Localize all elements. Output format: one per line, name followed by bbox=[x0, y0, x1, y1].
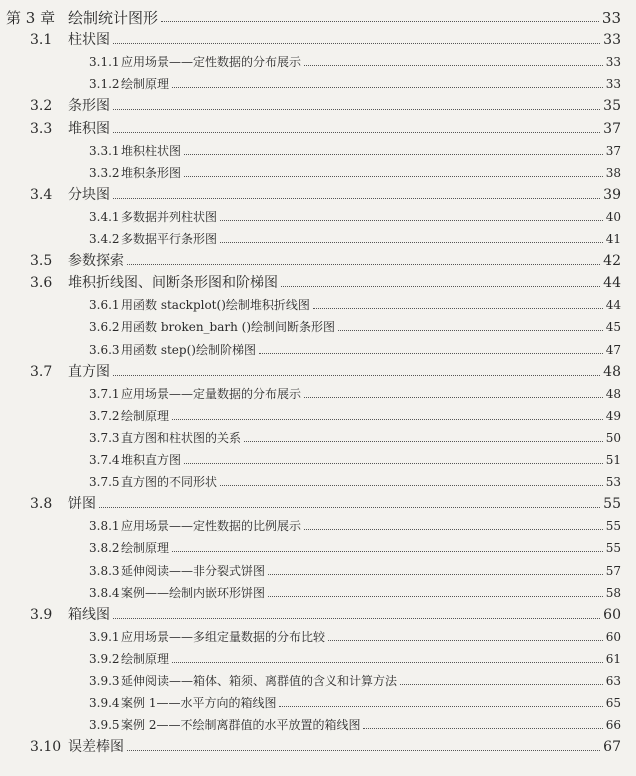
dot-leader bbox=[127, 750, 600, 751]
toc-entry-number: 3.8.2 bbox=[89, 541, 120, 556]
toc-entry-number: 3.8.1 bbox=[89, 519, 120, 534]
toc-entry-page-number: 63 bbox=[605, 674, 621, 688]
toc-subsection-entry[interactable] bbox=[89, 689, 621, 711]
toc-entry-number: 3.9.3 bbox=[89, 674, 120, 688]
toc-entry-number: 3.1.2 bbox=[89, 77, 120, 92]
dot-leader bbox=[363, 728, 602, 729]
toc-entry-number: 3.9.5 bbox=[89, 718, 120, 733]
toc-entry-page-number: 50 bbox=[605, 430, 621, 445]
toc-entry-number: 3.1.1 bbox=[89, 55, 120, 70]
toc-entry-number: 3.7.1 bbox=[89, 386, 120, 401]
toc-entry-page-number: 55 bbox=[603, 496, 621, 513]
dot-leader bbox=[172, 87, 603, 88]
toc-entry-page-number: 37 bbox=[605, 143, 621, 158]
toc-entry-title: 堆积图 bbox=[68, 120, 110, 137]
toc-entry-title: 绘制统计图形 bbox=[68, 9, 159, 27]
toc-entry-title: 绘制原理 bbox=[121, 408, 170, 423]
toc-entry-number: 3.3 bbox=[30, 120, 53, 137]
toc-subsection-entry[interactable] bbox=[89, 48, 621, 70]
dot-leader bbox=[328, 640, 603, 641]
dot-leader bbox=[304, 65, 603, 66]
toc-entry-title: 绘制原理 bbox=[121, 651, 170, 666]
toc-subsection-entry[interactable] bbox=[89, 557, 621, 579]
toc-section-entry[interactable] bbox=[30, 358, 621, 380]
toc-entry-page-number: 45 bbox=[605, 320, 621, 335]
toc-entry-title: 多数据并列柱状图 bbox=[121, 209, 218, 224]
dot-leader bbox=[268, 596, 603, 597]
toc-entry-title: 堆积柱状图 bbox=[121, 143, 182, 158]
toc-subsection-entry[interactable] bbox=[89, 711, 621, 733]
toc-entry-number: 3.1 bbox=[30, 32, 53, 49]
toc-entry-title: 堆积条形图 bbox=[121, 165, 182, 180]
toc-entry-number: 3.7.3 bbox=[89, 430, 120, 445]
toc-entry-number: 3.6 bbox=[30, 275, 53, 292]
toc-entry-title: 案例 1——水平方向的箱线图 bbox=[121, 696, 277, 711]
toc-subsection-entry[interactable] bbox=[89, 203, 621, 225]
toc-entry-number: 3.7 bbox=[30, 363, 53, 380]
toc-subsection-entry[interactable] bbox=[89, 313, 621, 335]
toc-subsection-entry[interactable] bbox=[89, 380, 621, 402]
toc-entry-number: 3.5 bbox=[30, 253, 53, 270]
toc-subsection-entry[interactable] bbox=[89, 137, 621, 159]
toc-entry-title: 柱状图 bbox=[68, 32, 110, 49]
toc-entry-number: 3.6.3 bbox=[89, 342, 120, 357]
dot-leader bbox=[172, 662, 603, 663]
toc-entry-number: 3.3.2 bbox=[89, 165, 120, 180]
toc-entry-page-number: 40 bbox=[605, 209, 621, 224]
dot-leader bbox=[304, 529, 603, 530]
toc-entry-title: 多数据平行条形图 bbox=[121, 232, 218, 246]
toc-entry-number: 3.8 bbox=[30, 496, 53, 513]
dot-leader bbox=[172, 419, 603, 420]
toc-entry-page-number: 37 bbox=[603, 120, 621, 137]
toc-subsection-entry[interactable] bbox=[89, 645, 621, 667]
toc-entry-title: 条形图 bbox=[68, 98, 110, 115]
dot-leader bbox=[220, 242, 603, 243]
toc-section-entry[interactable] bbox=[30, 269, 621, 291]
toc-entry-page-number: 39 bbox=[603, 186, 621, 203]
toc-entry-page-number: 67 bbox=[603, 739, 621, 756]
toc-entry-number: 3.10 bbox=[30, 739, 62, 756]
toc-entry-page-number: 57 bbox=[605, 563, 621, 578]
toc-entry-page-number: 33 bbox=[601, 9, 621, 27]
dot-leader bbox=[127, 264, 600, 265]
toc-entry-page-number: 47 bbox=[605, 342, 621, 357]
toc-entry-page-number: 44 bbox=[603, 275, 621, 292]
dot-leader bbox=[184, 463, 603, 464]
toc-section-entry[interactable] bbox=[30, 601, 621, 623]
toc-entry-number: 3.7.2 bbox=[89, 408, 120, 423]
dot-leader bbox=[268, 574, 603, 575]
toc-entry-title: 应用场景——多组定量数据的分布比较 bbox=[121, 629, 326, 644]
toc-subsection-entry[interactable] bbox=[89, 579, 621, 601]
toc-entry-page-number: 35 bbox=[603, 98, 621, 115]
dot-leader bbox=[244, 441, 603, 442]
dot-leader bbox=[99, 507, 600, 508]
toc-subsection-entry[interactable] bbox=[89, 159, 621, 181]
toc-entry-title: 案例——绘制内嵌环形饼图 bbox=[121, 585, 266, 600]
toc-entry-number: 3.4 bbox=[30, 186, 53, 203]
toc-entry-page-number: 60 bbox=[605, 629, 621, 644]
toc-subsection-entry[interactable] bbox=[89, 512, 621, 534]
toc-subsection-entry[interactable] bbox=[89, 424, 621, 446]
toc-entry-title: 延伸阅读——非分裂式饼图 bbox=[121, 563, 266, 578]
dot-leader bbox=[338, 330, 603, 331]
toc-entry-number: 3.3.1 bbox=[89, 143, 120, 158]
toc-section-entry[interactable] bbox=[30, 247, 621, 269]
dot-leader bbox=[220, 485, 603, 486]
toc-entry-page-number: 33 bbox=[605, 55, 621, 70]
toc-entry-page-number: 33 bbox=[603, 32, 621, 49]
toc-entry-page-number: 65 bbox=[605, 696, 621, 711]
toc-subsection-entry[interactable] bbox=[89, 623, 621, 645]
toc-chapter-entry[interactable] bbox=[6, 4, 621, 26]
toc-entry-page-number: 33 bbox=[605, 77, 621, 92]
toc-entry-title: 绘制原理 bbox=[121, 541, 170, 556]
toc-entry-page-number: 48 bbox=[603, 363, 621, 380]
toc-entry-page-number: 60 bbox=[603, 606, 621, 623]
dot-leader bbox=[281, 286, 600, 287]
toc-entry-number: 3.9.4 bbox=[89, 696, 120, 711]
toc-entry-page-number: 61 bbox=[605, 651, 621, 666]
dot-leader bbox=[400, 684, 603, 685]
toc-entry-title: 箱线图 bbox=[68, 606, 110, 623]
toc-entry-title: 直方图 bbox=[68, 363, 110, 380]
toc-entry-page-number: 38 bbox=[605, 165, 621, 180]
toc-entry-page-number: 51 bbox=[605, 453, 621, 467]
dot-leader bbox=[113, 43, 600, 44]
toc-entry-title: 应用场景——定性数据的比例展示 bbox=[121, 519, 302, 534]
toc-entry-number: 3.9.2 bbox=[89, 651, 120, 666]
toc-entry-title: 案例 2——不绘制离群值的水平放置的箱线图 bbox=[121, 718, 361, 733]
toc-section-entry[interactable] bbox=[30, 26, 621, 48]
toc-entry-title: 应用场景——定性数据的分布展示 bbox=[121, 55, 302, 70]
toc-entry-page-number: 48 bbox=[605, 386, 621, 401]
toc-entry-page-number: 58 bbox=[605, 585, 621, 600]
toc-entry-number: 3.6.1 bbox=[89, 298, 120, 313]
toc-entry-title: 用函数 broken_barh ()绘制间断条形图 bbox=[121, 320, 336, 335]
dot-leader bbox=[313, 308, 603, 309]
dot-leader bbox=[259, 353, 603, 354]
dot-leader bbox=[113, 132, 600, 133]
toc-entry-number: 3.2 bbox=[30, 98, 53, 115]
toc-entry-number: 3.9 bbox=[30, 606, 53, 623]
toc-entry-title: 堆积折线图、间断条形图和阶梯图 bbox=[68, 275, 278, 292]
toc-subsection-entry[interactable] bbox=[89, 291, 621, 313]
toc-entry-number: 3.6.2 bbox=[89, 320, 120, 335]
toc-section-entry[interactable] bbox=[30, 115, 621, 137]
toc-subsection-entry[interactable] bbox=[89, 446, 621, 468]
toc-entry-title: 应用场景——定量数据的分布展示 bbox=[121, 386, 302, 401]
dot-leader bbox=[220, 220, 603, 221]
toc-section-entry[interactable] bbox=[30, 181, 621, 203]
dot-leader bbox=[184, 154, 603, 155]
toc-entry-title: 误差棒图 bbox=[68, 739, 124, 756]
toc-subsection-entry[interactable] bbox=[89, 534, 621, 556]
toc-entry-page-number: 55 bbox=[605, 541, 621, 556]
toc-subsection-entry[interactable] bbox=[89, 225, 621, 247]
dot-leader bbox=[184, 176, 603, 177]
dot-leader bbox=[113, 198, 600, 199]
toc-entry-number: 3.9.1 bbox=[89, 629, 120, 644]
toc-entry-title: 饼图 bbox=[68, 496, 96, 513]
toc-entry-title: 延伸阅读——箱体、箱须、离群值的含义和计算方法 bbox=[121, 674, 398, 688]
toc-entry-page-number: 42 bbox=[603, 253, 621, 270]
toc-entry-title: 分块图 bbox=[68, 186, 110, 203]
toc-entry-number: 3.7.4 bbox=[89, 453, 120, 467]
dot-leader bbox=[279, 706, 602, 707]
toc-entry-page-number: 55 bbox=[605, 519, 621, 534]
toc-entry-title: 堆积直方图 bbox=[121, 453, 182, 467]
toc-entry-number: 3.4.2 bbox=[89, 232, 120, 246]
dot-leader bbox=[113, 109, 600, 110]
toc-entry-number: 3.4.1 bbox=[89, 209, 120, 224]
dot-leader bbox=[113, 375, 600, 376]
toc-entry-title: 直方图和柱状图的关系 bbox=[121, 430, 242, 445]
toc-subsection-entry[interactable] bbox=[89, 667, 621, 689]
toc-subsection-entry[interactable] bbox=[89, 402, 621, 424]
toc-entry-title: 绘制原理 bbox=[121, 77, 170, 92]
toc-entry-page-number: 66 bbox=[605, 718, 621, 733]
toc-entry-number: 3.8.3 bbox=[89, 563, 120, 578]
toc-subsection-entry[interactable] bbox=[89, 70, 621, 92]
toc-entry-page-number: 44 bbox=[605, 298, 621, 313]
toc-entry-title: 用函数 step()绘制阶梯图 bbox=[121, 342, 256, 357]
toc-entry-page-number: 53 bbox=[605, 475, 621, 490]
dot-leader bbox=[172, 551, 603, 552]
toc-entry-title: 直方图的不同形状 bbox=[121, 475, 218, 490]
toc-subsection-entry[interactable] bbox=[89, 468, 621, 490]
toc-section-entry[interactable] bbox=[30, 92, 621, 114]
toc-entry-number: 3.8.4 bbox=[89, 585, 120, 600]
toc-entry-number: 3.7.5 bbox=[89, 475, 120, 490]
dot-leader bbox=[113, 618, 600, 619]
toc-entry-page-number: 41 bbox=[605, 232, 621, 246]
toc-entry-number: 第 3 章 bbox=[6, 9, 56, 27]
toc-subsection-entry[interactable] bbox=[89, 336, 621, 358]
toc-section-entry[interactable] bbox=[30, 733, 621, 755]
toc-section-entry[interactable] bbox=[30, 490, 621, 512]
dot-leader bbox=[304, 397, 603, 398]
toc-entry-title: 参数探索 bbox=[68, 253, 124, 270]
dot-leader bbox=[161, 21, 599, 22]
toc-entry-page-number: 49 bbox=[605, 408, 621, 423]
toc-entry-title: 用函数 stackplot()绘制堆积折线图 bbox=[121, 298, 310, 313]
